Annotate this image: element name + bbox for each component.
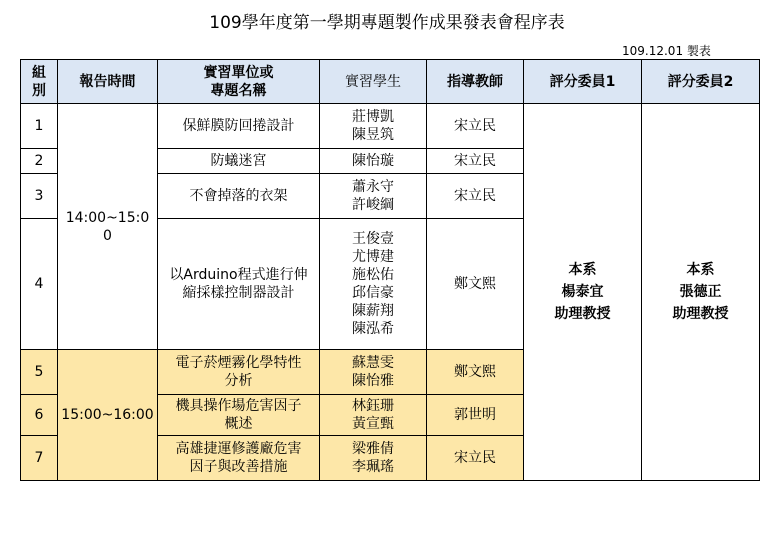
group-number: 7 xyxy=(21,436,58,481)
report-time-1: 14:00~15:0 0 xyxy=(58,104,158,350)
advisor: 鄭文熙 xyxy=(427,350,524,395)
advisor: 宋立民 xyxy=(427,149,524,174)
header-time: 報告時間 xyxy=(58,60,158,104)
advisor: 郭世明 xyxy=(427,395,524,436)
header-students: 實習學生 xyxy=(320,60,427,104)
topic: 機具操作場危害因子 概述 xyxy=(158,395,320,436)
advisor: 宋立民 xyxy=(427,174,524,219)
advisor: 宋立民 xyxy=(427,436,524,481)
topic: 高雄捷運修護廠危害 因子與改善措施 xyxy=(158,436,320,481)
header-row xyxy=(21,60,760,104)
students: 王俊壹 尤博建 施松佑 邱信豪 陳薪翔 陳泓希 xyxy=(320,219,427,350)
header-unit: 實習單位或 專題名稱 xyxy=(158,60,320,104)
header-advisor: 指導教師 xyxy=(427,60,524,104)
topic: 保鮮膜防回捲設計 xyxy=(158,104,320,149)
group-number: 3 xyxy=(21,174,58,219)
report-time-2: 15:00~16:00 xyxy=(58,350,158,481)
group-number: 6 xyxy=(21,395,58,436)
group-number: 2 xyxy=(21,149,58,174)
schedule-table xyxy=(20,59,760,481)
students: 蘇慧雯 陳怡雅 xyxy=(320,350,427,395)
made-date-note: 109.12.01 製表 xyxy=(622,44,711,58)
students: 蕭永守 許峻綱 xyxy=(320,174,427,219)
topic: 以Arduino程式進行伸 縮採樣控制器設計 xyxy=(158,219,320,350)
committee-2: 本系 張德正 助理教授 xyxy=(642,104,760,481)
group-number: 5 xyxy=(21,350,58,395)
students: 梁雅倩 李珮瑤 xyxy=(320,436,427,481)
header-committee2: 評分委員2 xyxy=(642,60,760,104)
topic: 不會掉落的衣架 xyxy=(158,174,320,219)
topic: 電子菸煙霧化學特性 分析 xyxy=(158,350,320,395)
page-title: 109學年度第一學期專題製作成果發表會程序表 xyxy=(209,13,565,33)
students: 莊博凱 陳昱筑 xyxy=(320,104,427,149)
advisor: 宋立民 xyxy=(427,104,524,149)
students: 林鈺珊 黃宣甄 xyxy=(320,395,427,436)
advisor: 鄭文熙 xyxy=(427,219,524,350)
group-number: 1 xyxy=(21,104,58,149)
committee-1: 本系 楊泰宜 助理教授 xyxy=(524,104,642,481)
topic: 防蟻迷宮 xyxy=(158,149,320,174)
students: 陳怡璇 xyxy=(320,149,427,174)
header-committee1: 評分委員1 xyxy=(524,60,642,104)
header-group: 組 別 xyxy=(21,60,58,104)
group-number: 4 xyxy=(21,219,58,350)
table-row xyxy=(21,104,760,149)
